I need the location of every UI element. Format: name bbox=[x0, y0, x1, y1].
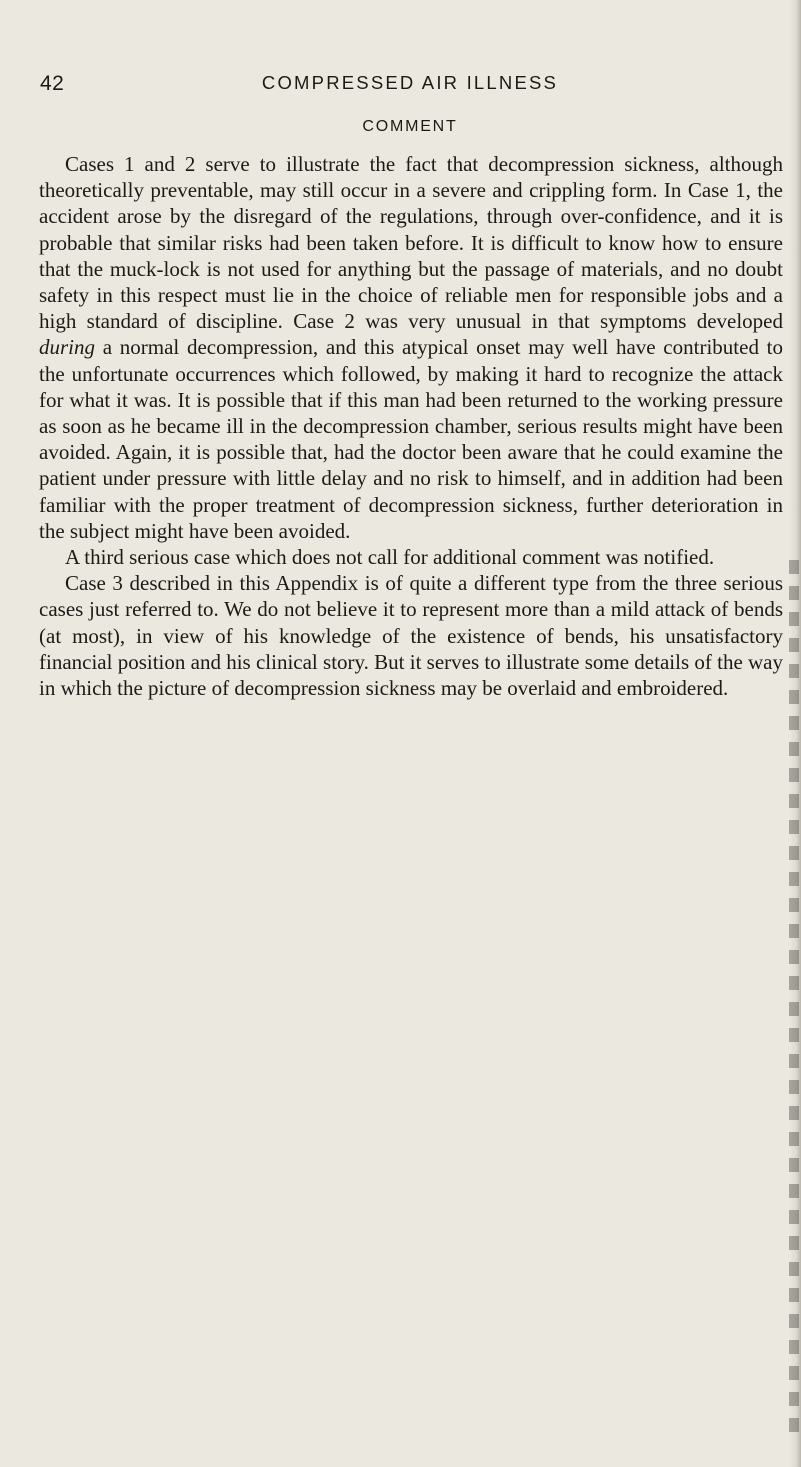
section-heading: COMMENT bbox=[362, 118, 458, 135]
paragraph-1-italic: during bbox=[39, 335, 96, 360]
paragraph-3: Case 3 described in this Appendix is of quite a different type from the three serious cases just referred to. We do not believe it to represent more than a mild attack of bends (at most), in view of his knowledge of the existence of bends, his unsatisfactory financial position and his clinical story. But it serves to illustrate some details of the way in which the picture of decompression sickness may be overlaid and embroidered. bbox=[39, 571, 783, 701]
bleed-through-marks bbox=[789, 560, 799, 1440]
paragraph-2: A third serious case which does not call for additional comment was notified. bbox=[65, 545, 715, 570]
paragraph-1-part-a: Cases 1 and 2 serve to illustrate the fact that decompression sickness, although theoretically preventable, may still occur in a severe and crippling form. In Case 1, the accident arose by the disregard of the regulations, through over-confidence, and it is probable that similar risks had been taken before. It is difficult to know how to ensure that the muck-lock is not used for anything but the passage of materials, and no doubt safety in this respect must lie in the choice of reliable men for responsible jobs and a high standard of discipline. Case 2 was very unusual in that symptoms developed bbox=[39, 152, 783, 334]
paragraph-1 bbox=[39, 151, 783, 544]
running-title: COMPRESSED AIR ILLNESS bbox=[261, 72, 559, 93]
paragraph-1-part-b: a normal decompression, and this atypical onset may well have contributed to the unfortunate occurrences which followed, by making it hard to recognize the attack for what it was. It is possible that if this man had been returned to the working pressure as soon as he became ill in the decompression chamber, serious results might have been avoided. Again, it is possible that, had the doctor been aware that he could examine the patient under pressure with little delay and no risk to himself, and in addition had been familiar with the proper treatment of decompression sickness, further deterioration in the subject might have been avoided. bbox=[39, 335, 783, 543]
page-number: 42 bbox=[40, 72, 65, 95]
body-text bbox=[39, 151, 783, 701]
running-head bbox=[40, 72, 780, 100]
